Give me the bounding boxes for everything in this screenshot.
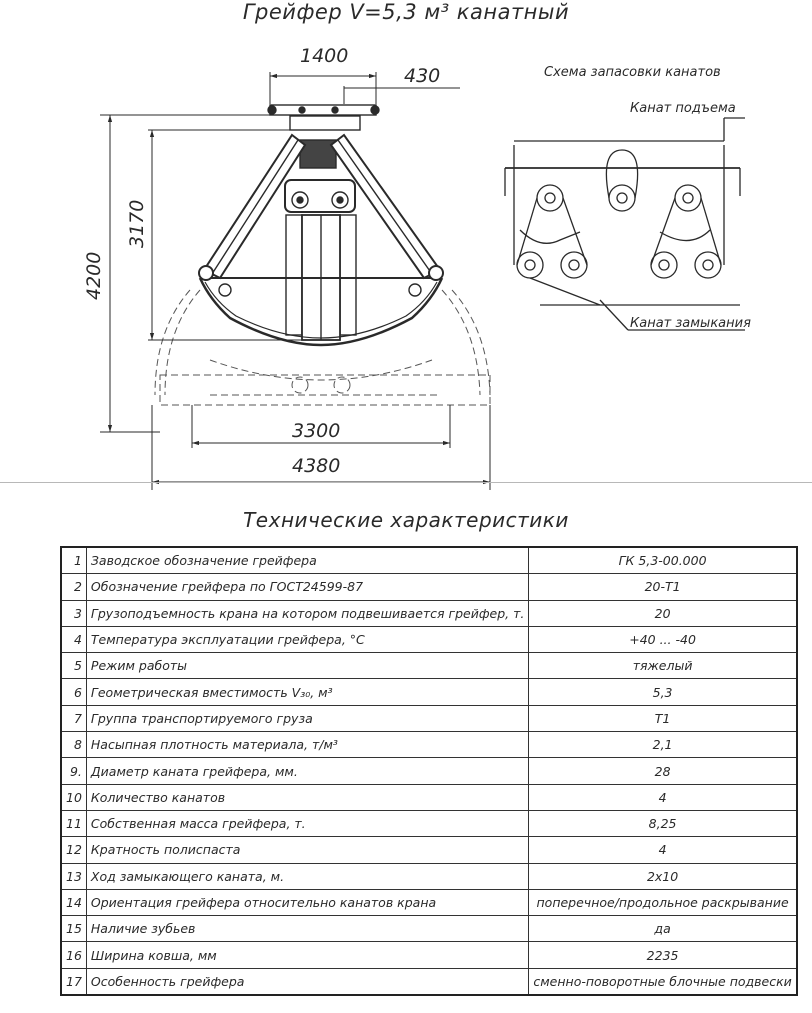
dim-3170: 3170 — [126, 199, 148, 248]
table-row — [61, 679, 797, 705]
table-row — [61, 889, 797, 915]
row-number: 16 — [61, 942, 86, 968]
table-row — [61, 732, 797, 758]
row-number: 1 — [61, 547, 86, 574]
row-parameter: Температура эксплуатации грейфера, °С — [86, 626, 528, 652]
row-value: 5,3 — [529, 679, 797, 705]
table-row — [61, 968, 797, 995]
table-row — [61, 916, 797, 942]
row-value: сменно-поворотные блочные подвески — [529, 968, 797, 995]
row-value: 4 — [529, 784, 797, 810]
table-row — [61, 574, 797, 600]
specs-table — [60, 546, 798, 996]
page-title: Грейфер V=5,3 м³ канатный — [242, 0, 570, 24]
row-value: поперечное/продольное раскрывание — [529, 889, 797, 915]
row-value: 2,1 — [529, 732, 797, 758]
row-parameter: Геометрическая вместимость V₃₀, м³ — [86, 679, 528, 705]
row-value: 28 — [529, 758, 797, 784]
row-parameter: Собственная масса грейфера, т. — [86, 810, 528, 836]
grab-main-view — [199, 105, 443, 345]
row-parameter: Кратность полиспаста — [86, 837, 528, 863]
row-parameter: Насыпная плотность материала, т/м³ — [86, 732, 528, 758]
row-value: 20 — [529, 600, 797, 626]
table-row — [61, 547, 797, 574]
table-row — [61, 653, 797, 679]
table-title: Технические характеристики — [243, 508, 569, 532]
row-parameter: Заводское обозначение грейфера — [86, 547, 528, 574]
dim-4200: 4200 — [83, 251, 105, 300]
table-row — [61, 758, 797, 784]
row-number: 10 — [61, 784, 86, 810]
row-parameter: Особенность грейфера — [86, 968, 528, 995]
row-parameter: Ширина ковша, мм — [86, 942, 528, 968]
row-number: 13 — [61, 863, 86, 889]
row-value: ГК 5,3-00.000 — [529, 547, 797, 574]
row-value: Т1 — [529, 705, 797, 731]
row-value: да — [529, 916, 797, 942]
row-value: +40 ... -40 — [529, 626, 797, 652]
row-parameter: Группа транспортируемого груза — [86, 705, 528, 731]
row-value: 8,25 — [529, 810, 797, 836]
row-number: 9. — [61, 758, 86, 784]
row-number: 11 — [61, 810, 86, 836]
row-number: 14 — [61, 889, 86, 915]
row-value: тяжелый — [529, 653, 797, 679]
row-number: 7 — [61, 705, 86, 731]
row-value: 2235 — [529, 942, 797, 968]
row-number: 5 — [61, 653, 86, 679]
row-number: 2 — [61, 574, 86, 600]
row-number: 6 — [61, 679, 86, 705]
row-parameter: Обозначение грейфера по ГОСТ24599-87 — [86, 574, 528, 600]
dim-4380: 4380 — [292, 455, 341, 477]
closing-rope-label: Канат замыкания — [630, 316, 751, 331]
table-row — [61, 837, 797, 863]
row-value: 2х10 — [529, 863, 797, 889]
table-row — [61, 626, 797, 652]
table-row — [61, 600, 797, 626]
row-number: 4 — [61, 626, 86, 652]
lift-rope-label: Канат подъема — [630, 101, 736, 116]
row-parameter: Грузоподъемность крана на котором подвешивается грейфер, т. — [86, 600, 528, 626]
table-row — [61, 942, 797, 968]
dim-3300: 3300 — [292, 420, 341, 442]
row-value: 4 — [529, 837, 797, 863]
row-number: 12 — [61, 837, 86, 863]
row-parameter: Количество канатов — [86, 784, 528, 810]
row-parameter: Наличие зубьев — [86, 916, 528, 942]
row-number: 15 — [61, 916, 86, 942]
row-parameter: Ориентация грейфера относительно канатов крана — [86, 889, 528, 915]
row-number: 17 — [61, 968, 86, 995]
table-row — [61, 810, 797, 836]
row-parameter: Диаметр каната грейфера, мм. — [86, 758, 528, 784]
dim-430: 430 — [404, 65, 441, 87]
row-number: 3 — [61, 600, 86, 626]
row-parameter: Ход замыкающего каната, м. — [86, 863, 528, 889]
table-row — [61, 784, 797, 810]
row-number: 8 — [61, 732, 86, 758]
scheme-title: Схема запасовки канатов — [544, 65, 721, 80]
rope-reeving-scheme — [505, 118, 745, 330]
grab-drawing — [0, 0, 812, 500]
dim-1400: 1400 — [300, 45, 349, 67]
sheet-divider — [0, 482, 812, 483]
row-value: 20-Т1 — [529, 574, 797, 600]
table-row — [61, 705, 797, 731]
row-parameter: Режим работы — [86, 653, 528, 679]
table-row — [61, 863, 797, 889]
